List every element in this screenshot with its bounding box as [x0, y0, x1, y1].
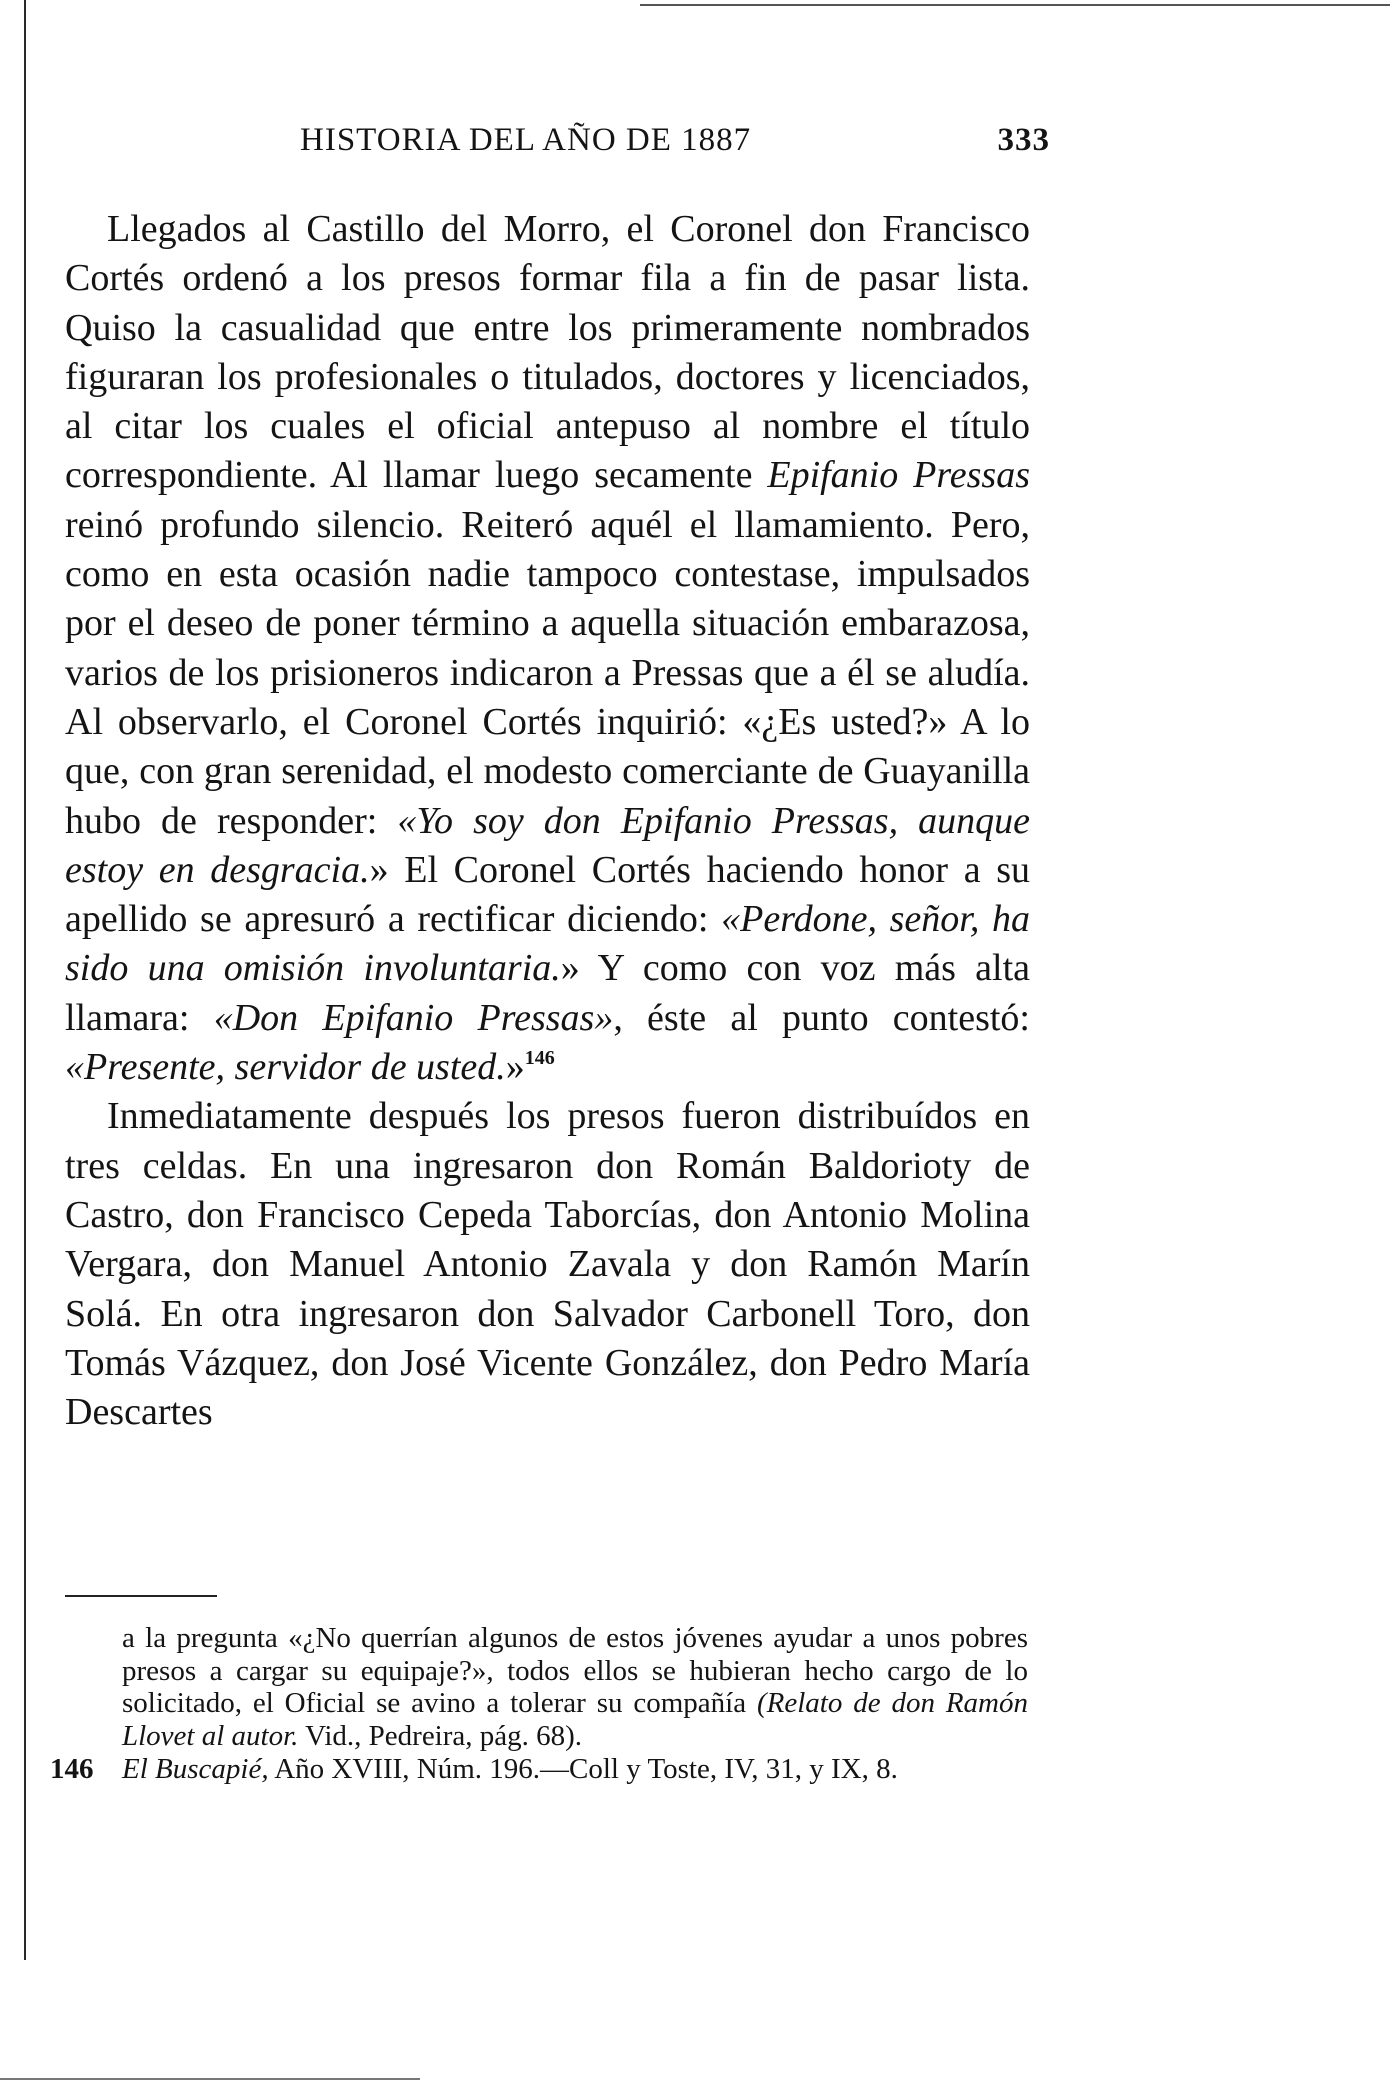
footnote-italic: (Relato de don Ramón Llovet al autor.: [122, 1687, 1028, 1753]
footnote-146: [50, 1752, 1028, 1786]
text-segment: »: [505, 1046, 525, 1089]
italic-quote: «Presente, servidor de usted.: [65, 1046, 506, 1089]
text-segment: » Y como con voz más alta llamara:: [65, 947, 1031, 1039]
paragraph-1: [65, 205, 1030, 1092]
footnote-continuation: [122, 1622, 1028, 1753]
text-segment: reinó profundo silencio. Reiteró aquél el llamamiento. Pero, como en esta ocasión nadie tampoco contestase, impulsados por el deseo de poner término a aquella situación embarazosa, varios de los prisioneros indicaron a Pressas que a él se aludía. Al observarlo, el Coronel Cortés inquirió: «¿Es usted?» A lo que, con gran serenidad, el modesto comerciante de Guayanilla hubo de responder:: [65, 503, 1030, 842]
page-number: 333: [997, 122, 1050, 158]
footnote-separator: [65, 1595, 217, 1597]
paragraph-2: Inmediatamente después los presos fueron distribuídos en tres celdas. En una ingresaron don Román Baldorioty de Castro, don Francisco Cepeda Taborcías, don Antonio Molina Vergara, don Manuel Antonio Zavala y don Ramón Marín Solá. En otra ingresaron don Salvador Carbonell Toro, don Tomás Vázquez, don José Vicente González, don Pedro María Descartes: [65, 1095, 1030, 1434]
italic-quote: «Don Epifanio Pressas»: [213, 996, 614, 1039]
footnote-reference: 146: [524, 1047, 555, 1070]
page-bottom-edge-rule: [0, 2078, 420, 2080]
main-text: [65, 205, 1030, 1437]
text-segment: » El Coronel Cortés haciendo honor a su apellido se apresuró a rectificar diciendo:: [65, 848, 1031, 941]
footnote-text: Vid., Pedreira, pág. 68).: [298, 1720, 583, 1753]
text-segment: Llegados al Castillo del Morro, el Coronel don Francisco Cortés ordenó a los presos formar fila a fin de pasar lista. Quiso la casualidad que entre los primeramente nombrados figuraran los profesionales o titulados, doctores y licenciados, al citar los cuales el oficial antepuso al nombre el título correspondiente. Al llamar luego secamente: [65, 208, 1030, 497]
italic-name: Epifanio Pressas: [767, 454, 1030, 497]
running-title: HISTORIA DEL AÑO DE 1887: [300, 122, 752, 158]
page-binding-edge-rule: [24, 0, 26, 1960]
italic-quote: «Yo soy don Epifanio Pressas, aunque estoy en desgracia.: [65, 799, 1030, 891]
footnote-text: a la pregunta «¿No querrían algunos de estos jóvenes ayudar a unos pobres presos a cargar su equipaje?», todos ellos se hubieran hecho cargo de lo solicitado, el Oficial se avino a tolerar su compañía: [122, 1622, 1028, 1720]
footnote-text: Año XVIII, Núm. 196.—Coll y Toste, IV, 31, y IX, 8.: [268, 1752, 898, 1785]
italic-quote: «Perdone, señor, ha sido una omisión involuntaria.: [65, 898, 1030, 990]
footnote-italic: El Buscapié,: [122, 1752, 269, 1785]
footnotes: [50, 1622, 1028, 1786]
page-top-edge-rule: [640, 4, 1390, 6]
page-header: [300, 122, 1050, 170]
footnote-number: 146: [50, 1752, 94, 1785]
text-segment: , éste al punto contestó:: [613, 996, 1030, 1039]
